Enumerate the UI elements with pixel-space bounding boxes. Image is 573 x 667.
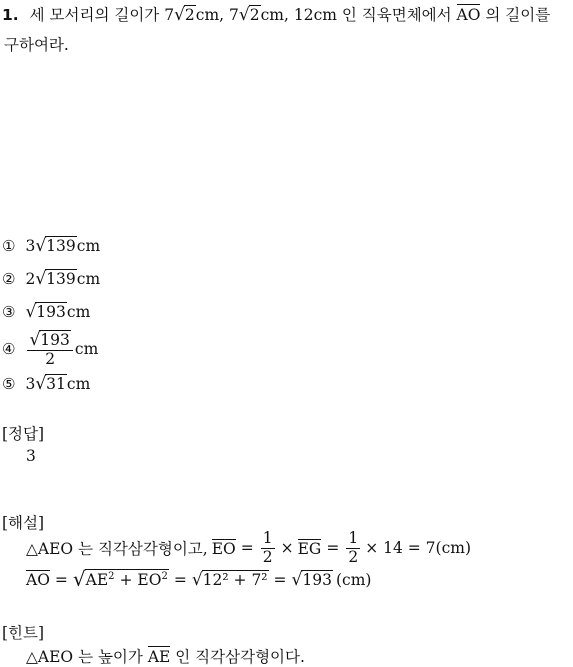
segment-eo: EO xyxy=(211,539,236,558)
explanation-heading: [해설] xyxy=(2,514,45,532)
segment-ao: AO xyxy=(26,571,50,590)
choice-marker: ⑤ xyxy=(2,375,16,394)
choice-5[interactable]: ⑤ 3 √ 31 cm xyxy=(2,374,91,395)
choice-marker: ④ xyxy=(2,340,16,359)
hint-text: △AEO 는 높이가 AE 인 직각삼각형이다. xyxy=(26,648,305,666)
choice-3[interactable]: ③ √ 193 cm xyxy=(2,302,91,323)
sqrt-2-b: √ 2 xyxy=(238,5,260,25)
question-line-1: 1. 세 모서리의 길이가 7 √ 2 cm, 7 √ 2 cm, 12cm 인 직육면체에서 AO 의 길이를 xyxy=(2,5,551,25)
segment-ao: AO xyxy=(456,6,481,24)
question-text-pre: 세 모서리의 길이가 7 xyxy=(29,6,175,24)
fraction: √ 193 2 xyxy=(27,330,72,369)
explanation-line-1: △AEO 는 직각삼각형이고, EO = $\frac{1}{2}$ × EG = $\frac{1}{2}$ × 14 = 7(cm) xyxy=(26,529,472,566)
choice-1[interactable]: ① 3 √ 139 cm xyxy=(2,236,101,257)
choice-4[interactable]: ④ √ 193 2 cm xyxy=(2,330,99,368)
choice-2[interactable]: ② 2 √ 139 cm xyxy=(2,269,101,290)
sqrt-2-a: √ 2 xyxy=(174,5,195,25)
choice-marker: ① xyxy=(2,237,16,256)
explanation-line-2: AO = √ $AE^2 + EO^2$ = √ 12² + 7² = √ 193 (cm) xyxy=(26,567,372,592)
answer-heading: [정답] xyxy=(2,425,45,443)
question-line-2: 구하여라. xyxy=(4,36,69,54)
choice-marker: ② xyxy=(2,270,16,289)
segment-eg: EG xyxy=(297,539,322,558)
question-number: 1. xyxy=(2,6,19,24)
hint-heading: [힌트] xyxy=(2,624,45,642)
choice-marker: ③ xyxy=(2,303,16,322)
segment-ae: AE xyxy=(147,648,171,666)
answer-value: 3 xyxy=(26,447,36,465)
